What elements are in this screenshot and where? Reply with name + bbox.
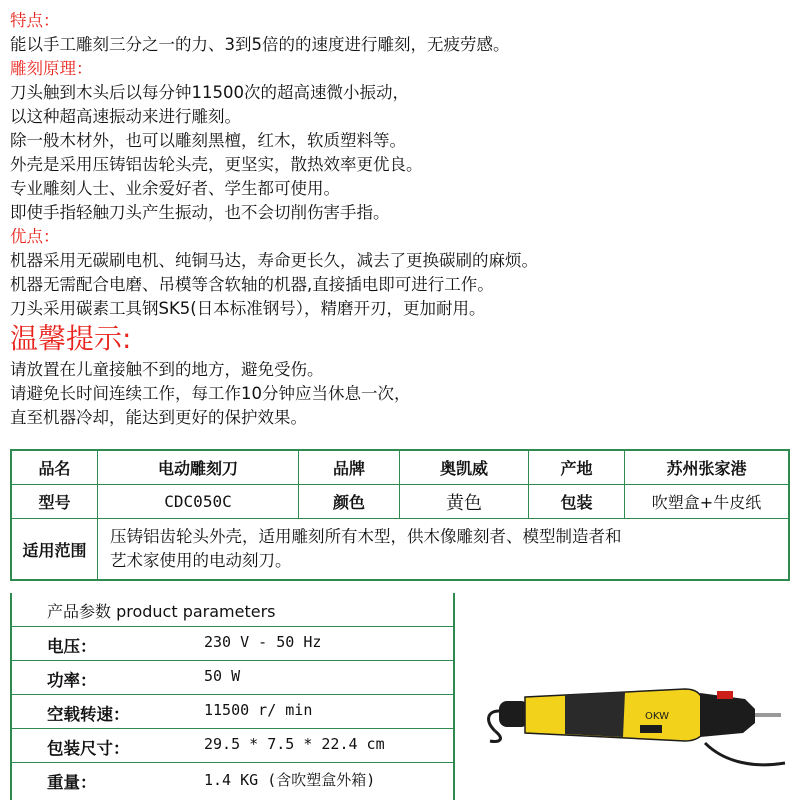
spec-key-brand: 品牌 xyxy=(299,450,400,485)
cable-shape xyxy=(489,711,499,731)
spec-key-name: 品名 xyxy=(11,450,98,485)
spec-key-origin: 产地 xyxy=(529,450,625,485)
param-row-weight xyxy=(12,763,453,797)
param-row-voltage xyxy=(12,627,453,661)
param-row-power xyxy=(12,661,453,695)
spec-value-name: 电动雕刻刀 xyxy=(98,450,299,485)
param-row-package-size xyxy=(12,729,453,763)
spec-key-use: 适用范围 xyxy=(11,519,98,581)
param-key: 空载转速： xyxy=(47,705,130,724)
use-line: 压铸铝齿轮头外壳，适用雕刻所有木型，供木像雕刻者、模型制造者和 xyxy=(110,527,622,546)
param-value: 230 V - 50 Hz xyxy=(204,633,322,651)
param-value: 29.5 * 7.5 * 22.4 cm xyxy=(204,735,385,753)
spec-row xyxy=(11,450,789,485)
advantages-line: 机器无需配合电磨、吊模等含软轴的机器,直接插电即可进行工作。 xyxy=(10,275,494,294)
param-value: 11500 r/ min xyxy=(204,701,313,719)
param-value: 1.4 KG (含吹塑盒外箱) xyxy=(204,771,376,789)
param-key: 电压： xyxy=(47,637,97,656)
parameters-panel xyxy=(10,593,455,800)
switch-shape xyxy=(640,725,662,733)
advantages-line: 刀头采用碳素工具钢SK5(日本标准钢号），精磨开刃，更加耐用。 xyxy=(10,299,486,318)
spec-value-brand: 奥凯威 xyxy=(400,450,529,485)
spec-key-package: 包装 xyxy=(529,485,625,519)
spec-key-model: 型号 xyxy=(11,485,98,519)
principle-line: 以这种超高速振动来进行雕刻。 xyxy=(10,107,241,126)
features-heading: 特点： xyxy=(10,11,60,30)
advantages-line: 机器采用无碳刷电机、纯铜马达，寿命更长久，减去了更换碳刷的麻烦。 xyxy=(10,251,538,270)
spec-value-use xyxy=(98,519,790,581)
engraver-tool-image xyxy=(455,593,790,800)
param-value: 50 W xyxy=(204,667,241,685)
principle-line: 外壳是采用压铸铝齿轮头壳，更坚实，散热效率更优良。 xyxy=(10,155,423,174)
spec-value-package: 吹塑盒+牛皮纸 xyxy=(625,485,790,519)
grip-shape xyxy=(565,692,625,737)
power-cord-shape xyxy=(705,743,785,765)
principle-line: 专业雕刻人士、业余爱好者、学生都可使用。 xyxy=(10,179,340,198)
spec-value-origin: 苏州张家港 xyxy=(625,450,790,485)
spec-row-use xyxy=(11,519,789,581)
principle-line: 刀头触到木头后以每分钟11500次的超高速微小振动， xyxy=(10,83,409,102)
spec-value-color: 黄色 xyxy=(400,485,529,519)
principle-line: 即使手指轻触刀头产生振动，也不会切削伤害手指。 xyxy=(10,203,390,222)
parameters-title-row xyxy=(12,593,453,627)
cable-shape xyxy=(490,731,500,742)
param-key: 功率： xyxy=(47,671,97,690)
tips-line: 请避免长时间连续工作，每工作10分钟应当休息一次， xyxy=(10,384,411,403)
tips-line: 直至机器冷却，能达到更好的保护效果。 xyxy=(10,408,307,427)
tool-head-shape xyxy=(700,693,755,737)
principle-heading: 雕刻原理： xyxy=(10,59,93,78)
advantages-heading: 优点： xyxy=(10,227,60,246)
use-line: 艺术家使用的电动刻刀。 xyxy=(110,551,292,570)
param-key: 包装尺寸： xyxy=(47,739,130,758)
tips-heading: 温馨提示: xyxy=(10,322,132,355)
blade-shape xyxy=(755,713,781,717)
spec-table xyxy=(10,449,790,581)
parameters-title: 产品参数 product parameters xyxy=(47,602,276,621)
spec-row xyxy=(11,485,789,519)
features-line: 能以手工雕刻三分之一的力、3到5倍的的速度进行雕刻，无疲劳感。 xyxy=(10,35,510,54)
brand-label: OKW xyxy=(645,711,669,722)
spec-value-model: CDC050C xyxy=(98,485,299,519)
product-image xyxy=(455,593,790,800)
tips-line: 请放置在儿童接触不到的地方，避免受伤。 xyxy=(10,360,324,379)
red-accent-shape xyxy=(717,691,733,699)
principle-line: 除一般木材外，也可以雕刻黑檀，红木，软质塑料等。 xyxy=(10,131,406,150)
param-row-speed xyxy=(12,695,453,729)
param-key: 重量： xyxy=(47,773,97,792)
spec-key-color: 颜色 xyxy=(299,485,400,519)
